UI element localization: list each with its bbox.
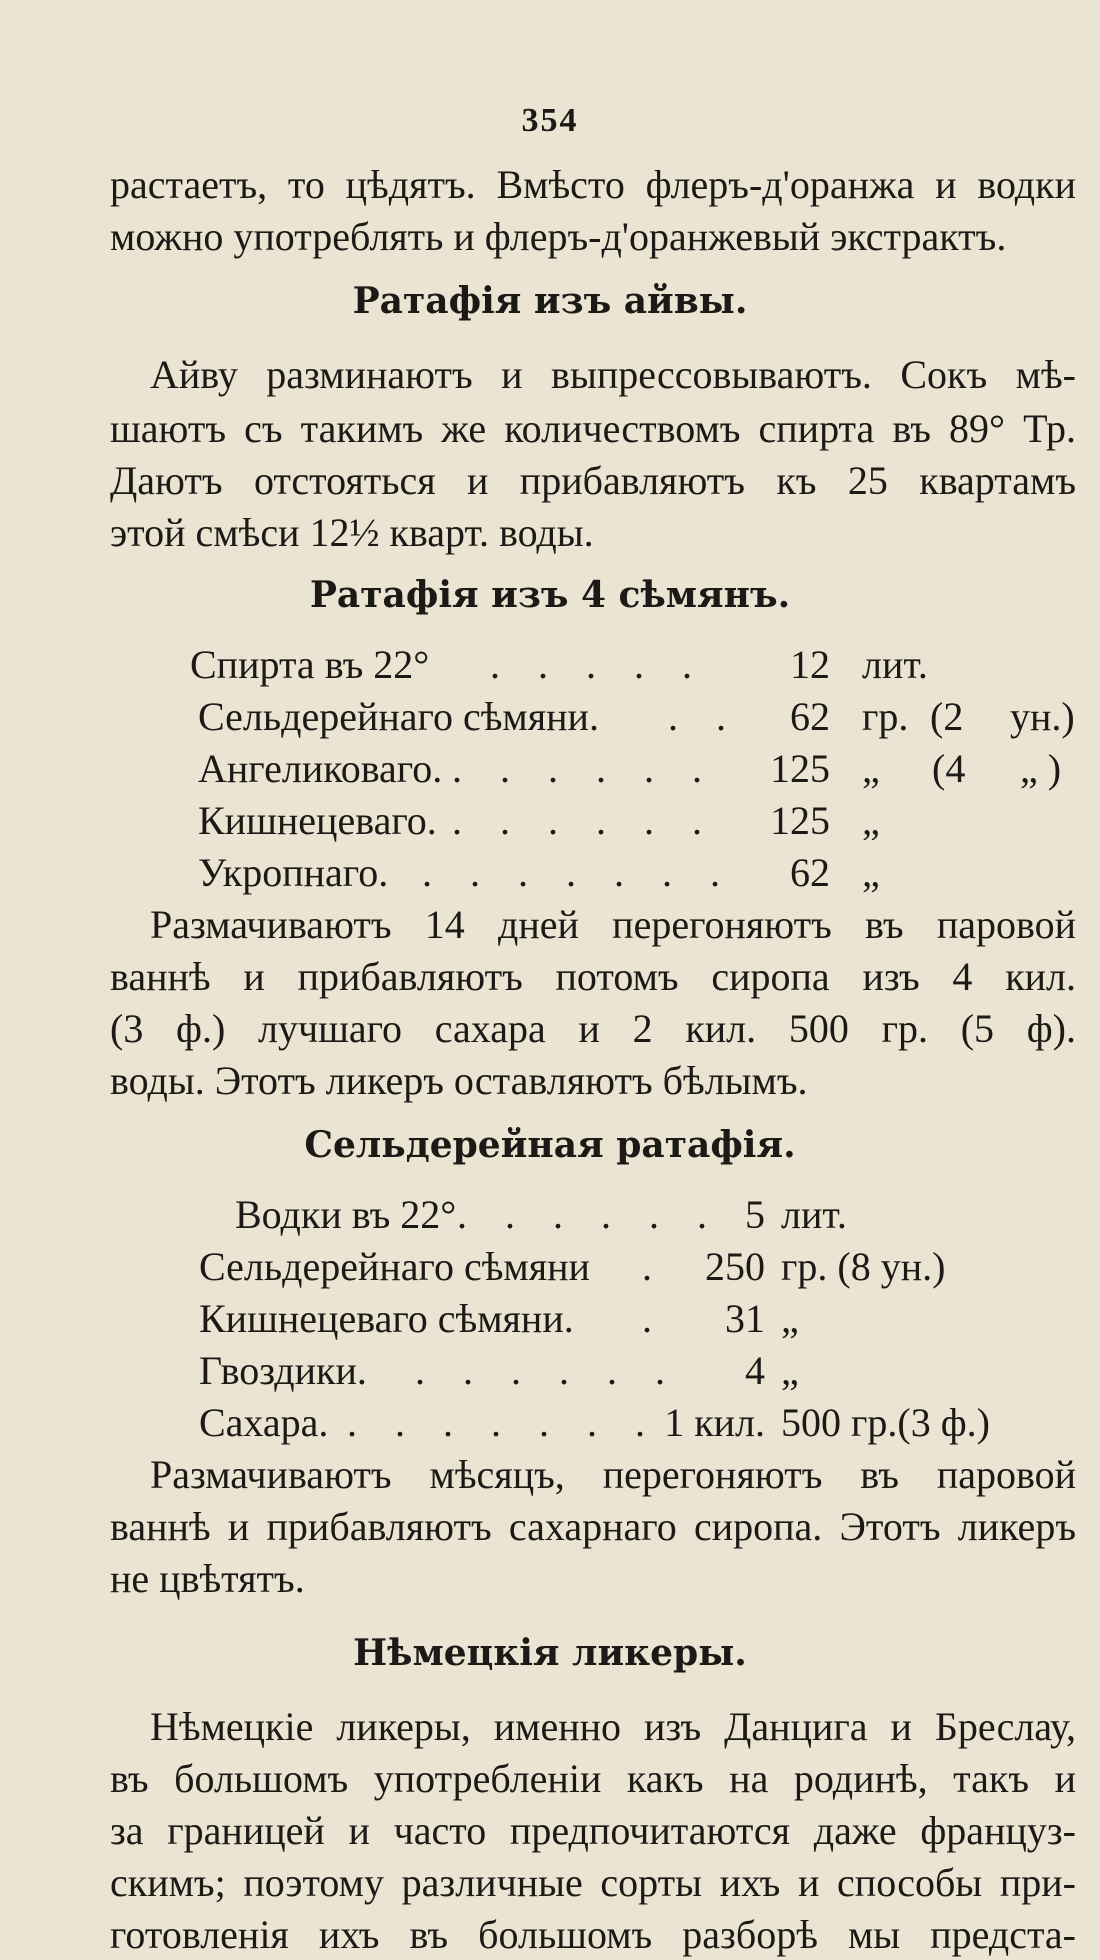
ingredient-row (190, 692, 1080, 742)
ingredient-name: Гвоздики. (199, 1348, 367, 1393)
four-seeds-line-3: (3 ф.) лучшаго сахара и 2 кил. 500 гр. (5 ф). (110, 1006, 1076, 1051)
quince-line-3: Даютъ отстояться и прибавляютъ къ 25 квартамъ (110, 458, 1076, 503)
ingredient-row (199, 1398, 1085, 1448)
intro-line-2: можно употреблять и флеръ-д'оранжевый экстрактъ. (110, 214, 1007, 259)
celery-line-1: Размачиваютъ мѣсяцъ, перегоняютъ въ паровой (150, 1452, 1076, 1497)
heading-german-liqueurs: Нѣмецкія ликеры. (353, 1632, 747, 1674)
heading-quince-ratafia: Ратафія изъ айвы. (352, 280, 748, 322)
ingredient-quantity: 250 (705, 1244, 765, 1289)
ingredient-name: Кишнецеваго сѣмяни. (199, 1296, 574, 1341)
leader-dots: . . (668, 694, 740, 739)
leader-dots: . . . . . . . (347, 1400, 659, 1445)
leader-dots: . . . . . . (457, 1192, 721, 1237)
ingredient-name: Спирта въ 22° (190, 642, 430, 687)
ingredient-name: Сельдерейнаго сѣмяни (199, 1244, 590, 1289)
german-line-1: Нѣмецкіе ликеры, именно изъ Данцига и Бреслау, (150, 1704, 1076, 1749)
leader-dots: . . . . . . (452, 746, 716, 791)
ingredient-ounces-unit: ун.) (1010, 694, 1075, 739)
german-line-5: готовленія ихъ въ большомъ разборѣ мы предста- (110, 1912, 1076, 1957)
ingredient-ounces: (2 (930, 694, 964, 739)
page-number: 354 (521, 102, 579, 139)
quince-line-4: этой смѣси 12½ кварт. воды. (110, 510, 594, 555)
ingredient-quantity: 62 (790, 694, 830, 739)
ingredient-unit: „ (781, 1348, 799, 1393)
celery-line-3: не цвѣтятъ. (110, 1556, 305, 1601)
ingredient-quantity: 5 (745, 1192, 765, 1237)
four-seeds-line-2: ваннѣ и прибавляютъ потомъ сиропа изъ 4 кил. (110, 954, 1076, 999)
ingredient-quantity: 4 (745, 1348, 765, 1393)
leader-dots: . (642, 1244, 666, 1289)
leader-dots: . . . . . (490, 642, 706, 687)
ingredient-row (199, 1294, 1085, 1344)
ingredient-quantity: 62 (790, 850, 830, 895)
ingredient-name: Водки въ 22° (235, 1192, 457, 1237)
heading-four-seeds-ratafia: Ратафія изъ 4 сѣмянъ. (309, 574, 791, 616)
german-line-4: скимъ; поэтому различные сорты ихъ и способы при- (110, 1860, 1076, 1905)
leader-dots: . . . . . . (415, 1348, 679, 1393)
leader-dots: . . . . . . (452, 798, 716, 843)
german-line-2: въ большомъ употребленіи какъ на родинѣ, такъ и (110, 1756, 1076, 1801)
ingredient-quantity: 1 кил. (664, 1400, 765, 1445)
ingredient-row (199, 1242, 1085, 1292)
ingredient-name: Сахара. (199, 1400, 329, 1445)
leader-dots: . . . . . . . (422, 850, 734, 895)
quince-line-1: Айву разминаютъ и выпрессовываютъ. Сокъ мѣ- (150, 352, 1076, 397)
ingredient-ounces-unit: „ ) (1020, 746, 1062, 791)
celery-line-2: ваннѣ и прибавляютъ сахарнаго сиропа. Этотъ ликеръ (110, 1504, 1076, 1549)
four-seeds-line-1: Размачиваютъ 14 дней перегоняютъ въ паровой (150, 902, 1076, 947)
ingredient-quantity: 125 (770, 798, 830, 843)
ingredient-name: Укропнаго. (198, 850, 389, 895)
four-seeds-line-4: воды. Этотъ ликеръ оставляютъ бѣлымъ. (110, 1058, 808, 1103)
ingredient-quantity: 125 (770, 746, 830, 791)
ingredient-row (199, 1346, 1085, 1396)
ingredient-unit: „ (862, 746, 880, 791)
german-line-3: за границей и часто предпочитаются даже француз- (110, 1808, 1076, 1853)
ingredient-row (190, 848, 1080, 898)
ingredient-unit: лит. (862, 642, 928, 687)
ingredient-row (190, 796, 1080, 846)
heading-celery-ratafia: Сельдерейная ратафія. (304, 1124, 796, 1166)
ingredient-unit: 500 гр.(3 ф.) (781, 1400, 990, 1445)
ingredient-quantity: 31 (725, 1296, 765, 1341)
ingredient-row (235, 1190, 1085, 1240)
ingredient-name: Ангеликоваго. (198, 746, 443, 791)
ingredient-row (190, 640, 1080, 690)
ingredient-name: Сельдерейнаго сѣмяни. (198, 694, 599, 739)
ingredient-unit: „ (862, 798, 880, 843)
quince-line-2: шаютъ съ такимъ же количествомъ спирта въ 89° Тр. (110, 406, 1076, 451)
ingredient-row (190, 744, 1080, 794)
ingredient-unit: лит. (781, 1192, 847, 1237)
ingredient-quantity: 12 (790, 642, 830, 687)
ingredient-name: Кишнецеваго. (198, 798, 437, 843)
ingredient-unit: гр. (8 ун.) (781, 1244, 946, 1289)
ingredient-unit: „ (862, 850, 880, 895)
leader-dots: . (642, 1296, 666, 1341)
ingredient-unit: „ (781, 1296, 799, 1341)
ingredient-unit: гр. (862, 694, 909, 739)
intro-line-1: растаетъ, то цѣдятъ. Вмѣсто флеръ-д'оранжа и водки (110, 162, 1076, 207)
ingredient-ounces: (4 (932, 746, 966, 791)
